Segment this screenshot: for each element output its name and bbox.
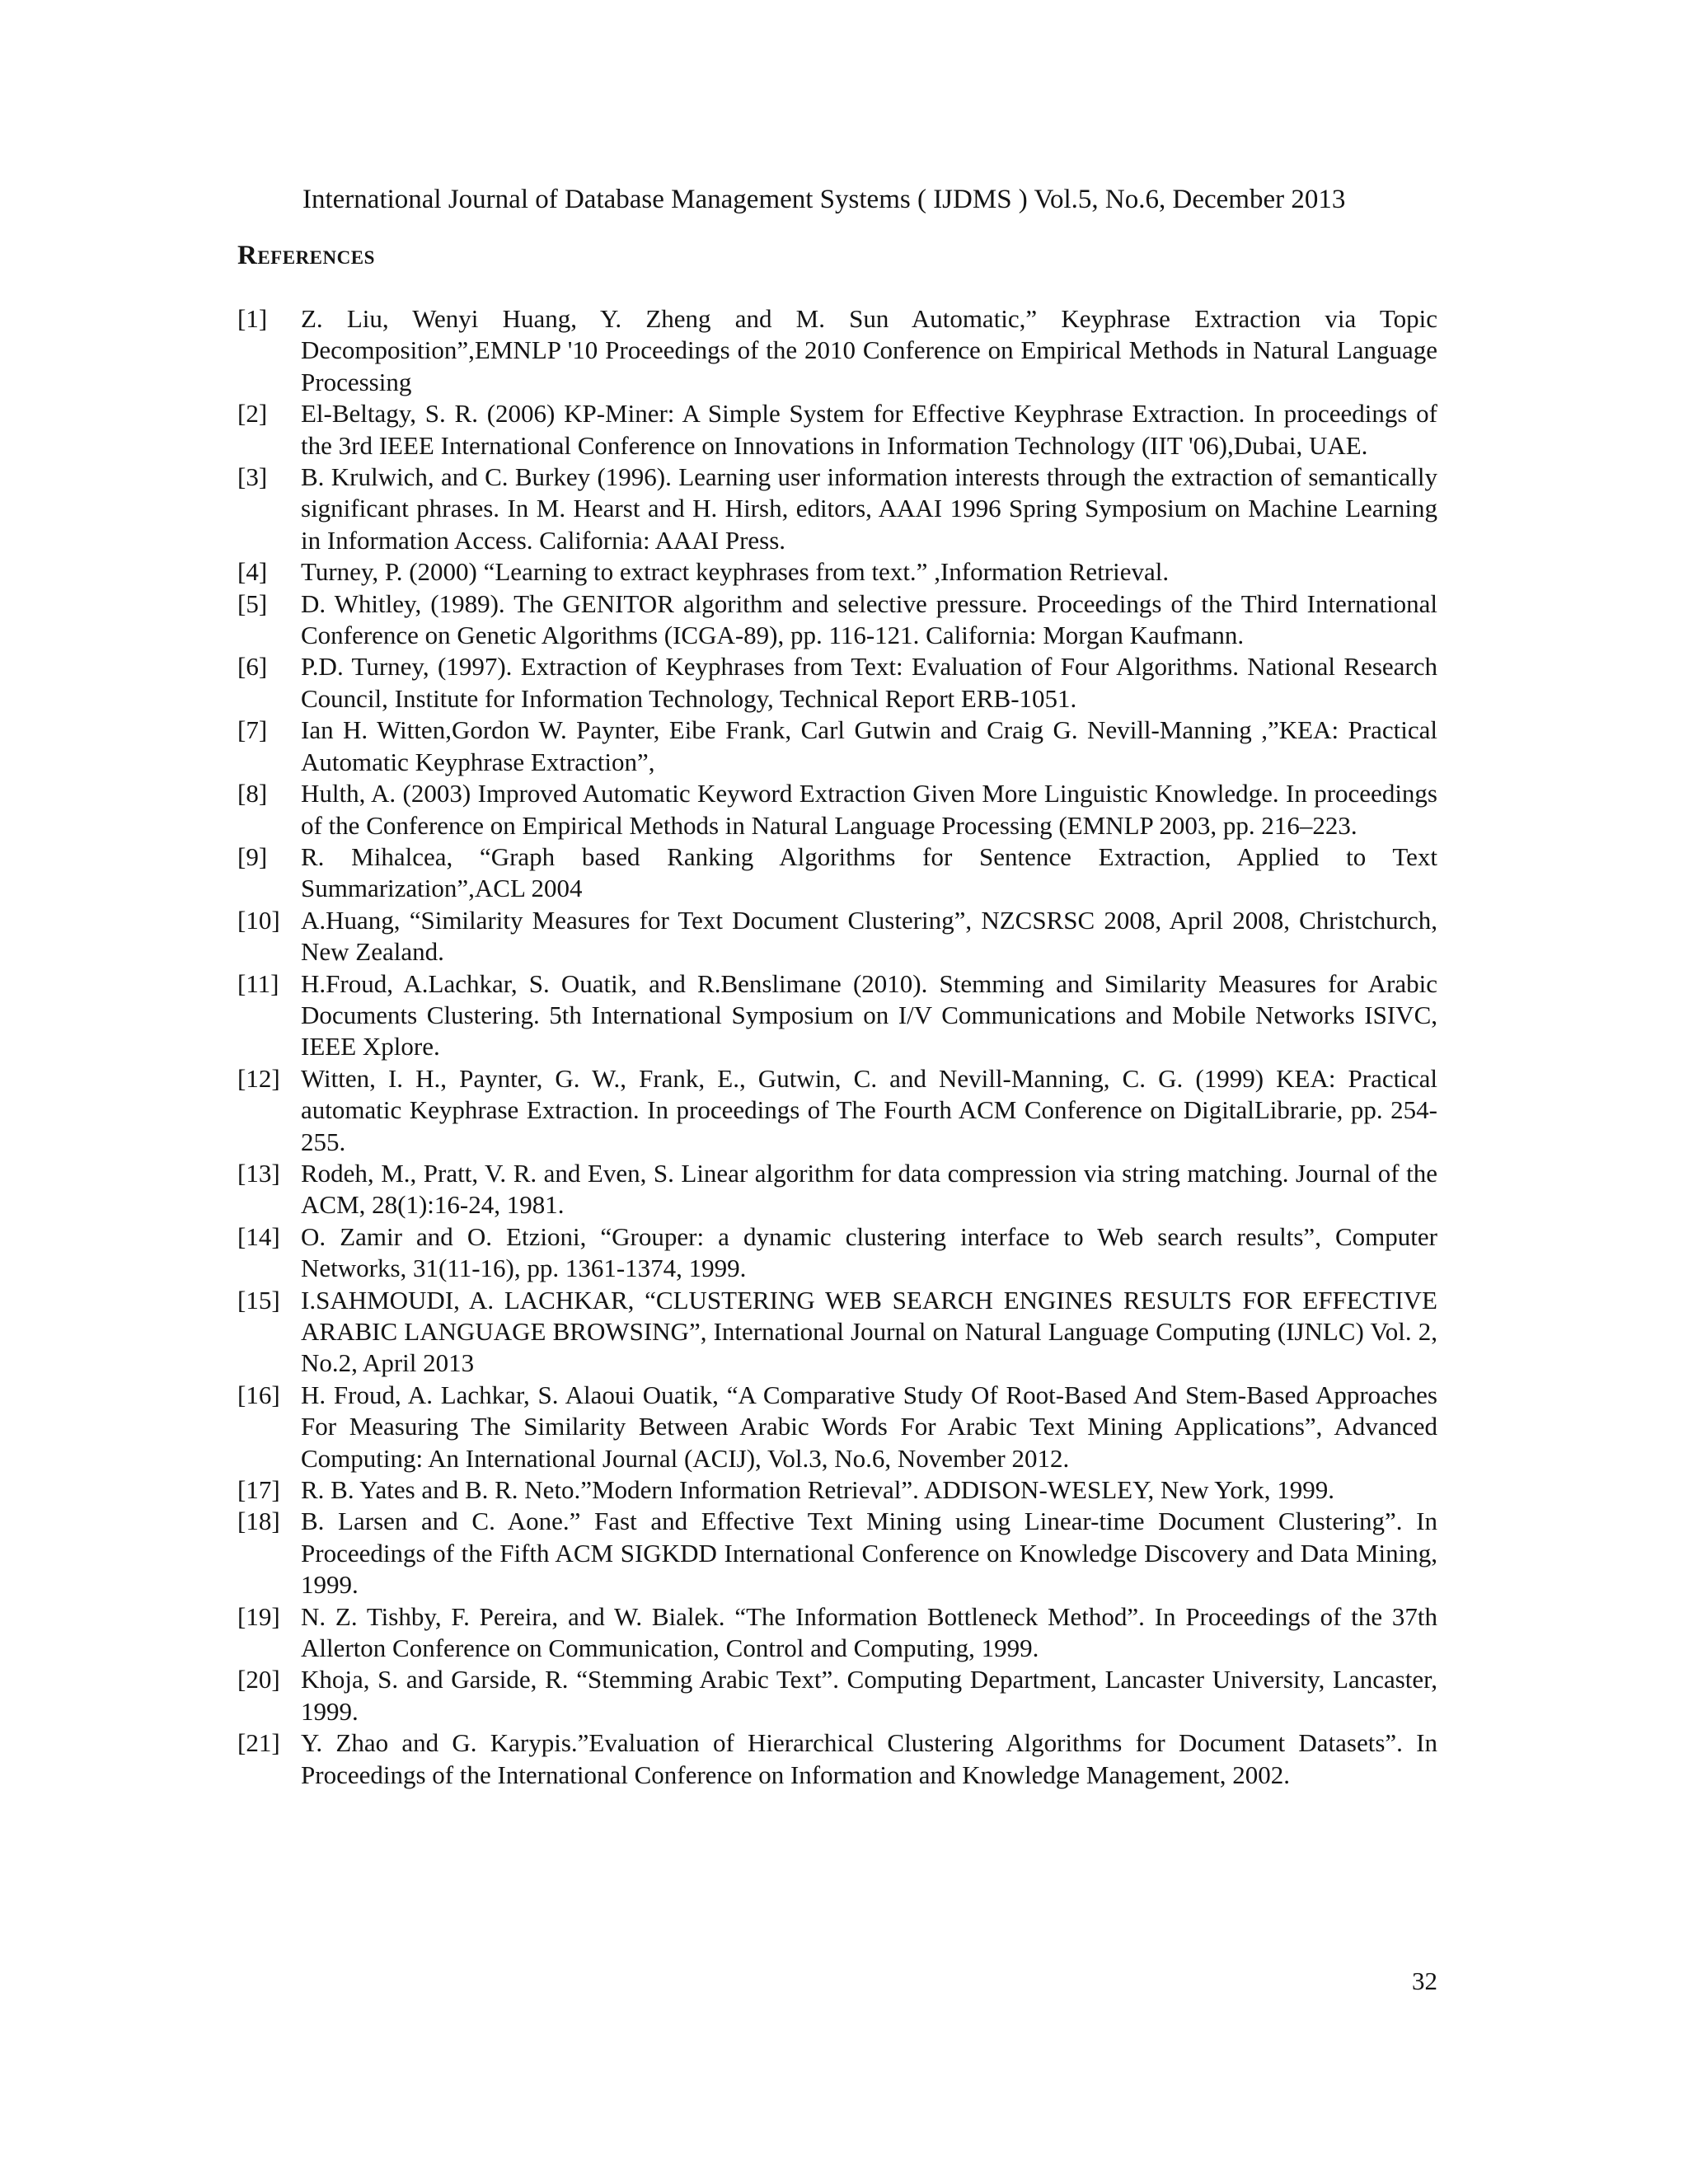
reference-item [237,1285,1437,1380]
reference-number: [15] [237,1285,280,1315]
reference-text: Rodeh, M., Pratt, V. R. and Even, S. Linear algorithm for data compression via string matching. Journal of the ACM, 28(1):16-24, 1981. [301,1158,1437,1220]
running-header: International Journal of Database Management Systems ( IJDMS ) Vol.5, No.6, December 2013 [302,185,1346,214]
reference-number: [5] [237,588,268,618]
reference-text: A.Huang, “Similarity Measures for Text Document Clustering”, NZCSRSC 2008, April 2008, Christchurch, New Zealand. [301,905,1437,967]
reference-item [237,905,1437,968]
reference-item [237,588,1437,652]
reference-text: N. Z. Tishby, F. Pereira, and W. Bialek. “The Information Bottleneck Method”. In Proceedings of the 37th Allerton Conference on Communication, Control and Computing, 1999. [301,1601,1437,1663]
reference-text: Turney, P. (2000) “Learning to extract keyphrases from text.” ,Information Retrieval. [301,557,1170,587]
reference-text: Hulth, A. (2003) Improved Automatic Keyword Extraction Given More Linguistic Knowledge. In proceedings of the Conference on Empirical Methods in Natural Language Processing (EMNLP 2003, pp. 216–223. [301,779,1437,840]
reference-item [237,1727,1437,1791]
reference-text: I.SAHMOUDI, A. LACHKAR, “CLUSTERING WEB SEARCH ENGINES RESULTS FOR EFFECTIVE ARABIC LANGUAGE BROWSING”, International Journal on Natural Language Computing (IJNLC) Vol. 2, No.2, April 2013 [301,1285,1437,1378]
reference-list [237,303,1437,1791]
reference-number: [4] [237,557,268,587]
reference-item [237,1158,1437,1221]
reference-text: H.Froud, A.Lachkar, S. Ouatik, and R.Benslimane (2010). Stemming and Similarity Measures for Arabic Documents Clustering. 5th International Symposium on I/V Communications and Mobile Networks ISIVC, IEEE Xplore. [301,968,1437,1062]
reference-item [237,303,1437,398]
reference-text: O. Zamir and O. Etzioni, “Grouper: a dynamic clustering interface to Web search results”, Computer Networks, 31(11-16), pp. 1361-1374, 1999. [301,1221,1437,1283]
reference-number: [8] [237,779,268,808]
reference-item [237,556,1437,588]
reference-text: P.D. Turney, (1997). Extraction of Keyphrases from Text: Evaluation of Four Algorithms. National Research Council, Institute for Information Technology, Technical Report ERB-1051. [301,652,1437,713]
reference-number: [19] [237,1601,280,1631]
reference-text: B. Krulwich, and C. Burkey (1996). Learning user information interests through the extraction of semantically significant phrases. In M. Hearst and H. Hirsh, editors, AAAI 1996 Spring Symposium on Machine Learning in Information Access. California: AAAI Press. [301,462,1437,555]
reference-number: [12] [237,1063,280,1093]
reference-item [237,1664,1437,1727]
reference-item [237,968,1437,1063]
reference-text: El-Beltagy, S. R. (2006) KP-Miner: A Simple System for Effective Keyphrase Extraction. In proceedings of the 3rd IEEE International Conference on Innovations in Information Technology (IIT '06),Dubai, UAE. [301,399,1437,460]
reference-text: Y. Zhao and G. Karypis.”Evaluation of Hierarchical Clustering Algorithms for Document Datasets”. In Proceedings of the International Conference on Information and Knowledge Management, 2002. [301,1728,1437,1789]
reference-item [237,778,1437,841]
reference-item [237,1474,1437,1506]
reference-item [237,1380,1437,1474]
reference-number: [10] [237,905,280,935]
reference-number: [18] [237,1507,280,1536]
reference-number: [17] [237,1475,280,1505]
reference-number: [2] [237,399,268,429]
reference-text: H. Froud, A. Lachkar, S. Alaoui Ouatik, “A Comparative Study Of Root-Based And Stem-Based Approaches For Measuring The Similarity Between Arabic Words For Arabic Text Mining Applications”, Advanced Computing: An International Journal (ACIJ), Vol.3, No.6, November 2012. [301,1380,1437,1473]
page-number: 32 [1412,1966,1437,1995]
reference-item [237,841,1437,905]
reference-text: Z. Liu, Wenyi Huang, Y. Zheng and M. Sun Automatic,” Keyphrase Extraction via Topic Decomposition”,EMNLP '10 Proceedings of the 2010 Conference on Empirical Methods in Natural Language Processing [301,304,1437,396]
reference-item [237,715,1437,778]
reference-item [237,462,1437,556]
reference-item [237,398,1437,462]
reference-text: B. Larsen and C. Aone.” Fast and Effective Text Mining using Linear-time Document Clustering”. In Proceedings of the Fifth ACM SIGKDD International Conference on Knowledge Discovery and Data Mining, 1999. [301,1507,1437,1600]
reference-number: [20] [237,1665,280,1694]
reference-item [237,1506,1437,1601]
reference-number: [3] [237,462,268,492]
reference-number: [7] [237,715,268,745]
reference-item [237,1221,1437,1285]
reference-number: [13] [237,1158,280,1188]
reference-number: [21] [237,1728,280,1758]
reference-number: [6] [237,652,268,682]
reference-item [237,651,1437,715]
reference-item [237,1601,1437,1665]
reference-text: Witten, I. H., Paynter, G. W., Frank, E., Gutwin, C. and Nevill-Manning, C. G. (1999) KEA: Practical automatic Keyphrase Extraction. In proceedings of The Fourth ACM Conference on DigitalLibrarie, pp. 254-255. [301,1063,1437,1156]
reference-text: Khoja, S. and Garside, R. “Stemming Arabic Text”. Computing Department, Lancaster University, Lancaster, 1999. [301,1665,1437,1726]
reference-text: R. Mihalcea, “Graph based Ranking Algorithms for Sentence Extraction, Applied to Text Summarization”,ACL 2004 [301,841,1437,903]
reference-text: R. B. Yates and B. R. Neto.”Modern Information Retrieval”. ADDISON-WESLEY, New York, 1999. [301,1475,1334,1505]
reference-text: Ian H. Witten,Gordon W. Paynter, Eibe Frank, Carl Gutwin and Craig G. Nevill-Manning ,”KEA: Practical Automatic Keyphrase Extraction”, [301,715,1437,776]
section-heading: References [237,241,375,270]
reference-text: D. Whitley, (1989). The GENITOR algorithm and selective pressure. Proceedings of the Third International Conference on Genetic Algorithms (ICGA-89), pp. 116-121. California: Morgan Kaufmann. [301,588,1437,650]
reference-number: [11] [237,968,279,998]
reference-number: [14] [237,1221,280,1251]
reference-number: [9] [237,841,268,871]
reference-number: [16] [237,1380,280,1409]
reference-number: [1] [237,304,268,333]
reference-item [237,1063,1437,1158]
